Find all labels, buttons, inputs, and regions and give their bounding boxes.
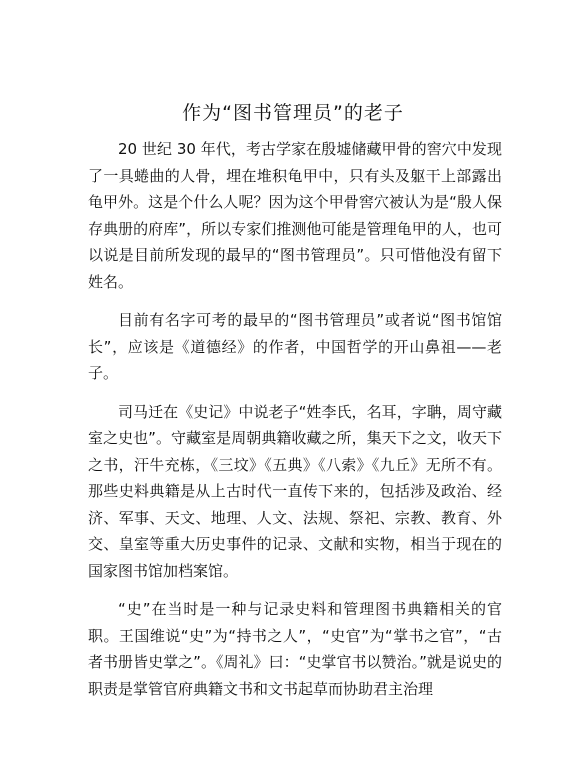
paragraph-2: 目前有名字可考的最早的“图书管理员”或者说“图书馆馆长”，应该是《道德经》的作者，中国哲学的开山鼻祖——老子。 [88, 311, 502, 382]
paragraph-1: 20 世纪 30 年代，考古学家在殷墟储藏甲骨的窖穴中发现了一具蜷曲的人骨，埋在堆积龟甲中，只有头及躯干上部露出龟甲外。这是个什么人呢？因为这个甲骨窖穴被认为是“殷人保存典册的府库”，所以专家们推测他可能是管理龟甲的人，也可以说是目前所发现的最早的“图书管理员”。只可惜他没有留下姓名。 [88, 140, 502, 291]
document-body [88, 136, 502, 702]
document-title: 作为“图书管理员”的老子 [182, 102, 404, 124]
paragraph-3: 司马迁在《史记》中说老子“姓李氏，名耳，字聃，周守藏室之史也”。守藏室是周朝典籍收藏之所，集天下之文，收天下之书，汗牛充栋，《三坟》《五典》《八索》《九丘》无所不有。那些史料典籍是从上古时代一直传下来的，包括涉及政治、经济、军事、天文、地理、人文、法规、祭祀、宗教、教育、外交、皇室等重大历史事件的记录、文献和实物，相当于现在的国家图书馆加档案馆。 [88, 402, 502, 580]
paragraph-4: “史”在当时是一种与记录史料和管理图书典籍相关的官职。王国维说“史”为“持书之人”，“史官”为“掌书之官”，“古者书册皆史掌之”。《周礼》曰：“史掌官书以赞治。”就是说史的职责是掌管官府典籍文书和文书起草而协助君主治理 [88, 600, 502, 698]
